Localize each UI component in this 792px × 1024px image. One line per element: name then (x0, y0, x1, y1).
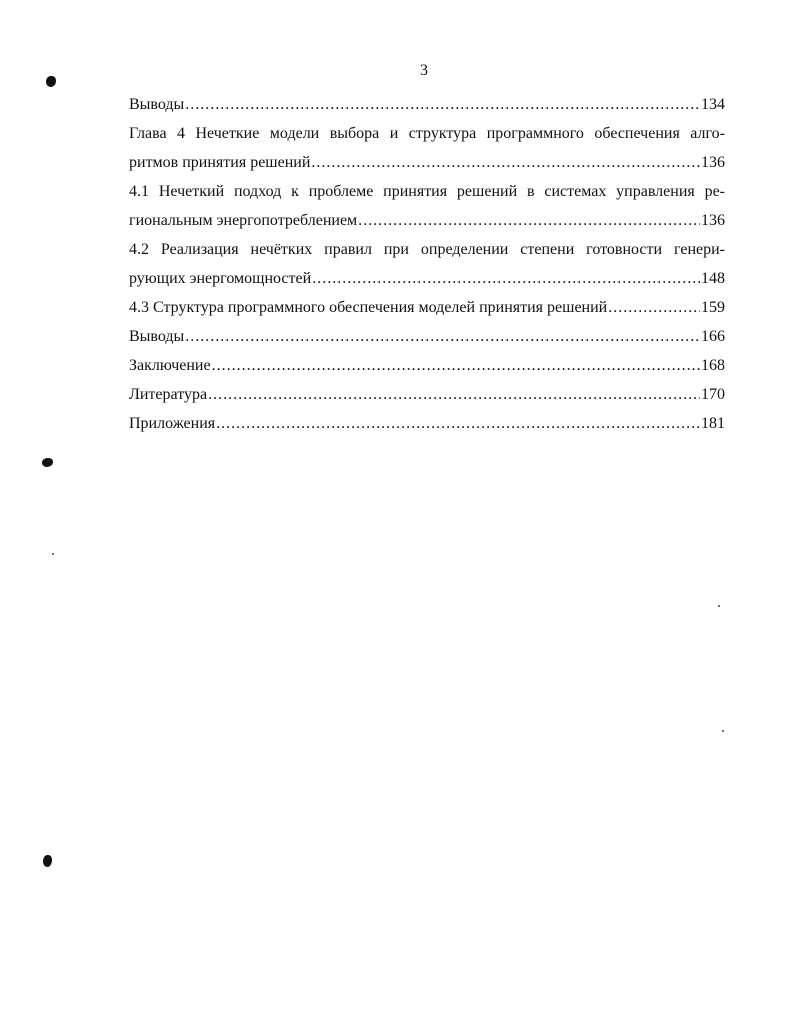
toc-entry-title-line-1: 4.1 Нечеткий подход к проблеме принятия решений в системах управления ре- (129, 183, 725, 200)
toc-entry-appendices[interactable] (129, 409, 725, 438)
toc-entry-title: Приложения (129, 415, 216, 432)
punch-hole-mark (43, 855, 52, 867)
toc-entry-page: 148 (701, 270, 725, 287)
dot-leader (216, 409, 700, 438)
toc-entry-title: Заключение (129, 357, 211, 374)
toc-entry-page: 181 (701, 415, 725, 432)
toc-entry-page: 166 (701, 328, 725, 345)
toc-entry-section-4-2[interactable] (129, 235, 725, 293)
toc-entry-title: ритмов принятия решений (129, 154, 311, 171)
toc-entry-conclusions-1[interactable] (129, 90, 725, 119)
dot-leader (312, 264, 700, 293)
dot-leader (185, 322, 700, 351)
dot-leader (358, 206, 700, 235)
toc-entry-page: 159 (701, 299, 725, 316)
toc-entry-page: 134 (701, 96, 725, 113)
toc-entry-title: гиональным энергопотреблением (129, 212, 358, 229)
toc-entry-title-line-1: Глава 4 Нечеткие модели выбора и структура программного обеспечения алго- (129, 125, 725, 142)
toc-entry-page: 136 (701, 154, 725, 171)
toc-entry-page: 170 (701, 386, 725, 403)
dot-leader (185, 90, 700, 119)
table-of-contents (129, 90, 725, 438)
toc-entry-title: 4.3 Структура программного обеспечения моделей принятия решений (129, 299, 608, 316)
toc-entry-title: Выводы (129, 328, 185, 345)
scan-speck (718, 605, 720, 607)
dot-leader (311, 148, 700, 177)
toc-entry-title: рующих энергомощностей (129, 270, 312, 287)
page-number: 3 (420, 62, 428, 79)
toc-entry-section-4-3[interactable] (129, 293, 725, 322)
dot-leader (608, 293, 700, 322)
scan-speck (52, 553, 54, 555)
toc-entry-conclusion[interactable] (129, 351, 725, 380)
toc-entry-page: 168 (701, 357, 725, 374)
dot-leader (208, 380, 700, 409)
dot-leader (212, 351, 700, 380)
toc-entry-chapter-4[interactable] (129, 119, 725, 177)
toc-entry-page: 136 (701, 212, 725, 229)
scan-speck (722, 730, 724, 732)
toc-entry-section-4-1[interactable] (129, 177, 725, 235)
toc-entry-title-line-1: 4.2 Реализация нечётких правил при определении степени готовности генери- (129, 241, 725, 258)
toc-entry-literature[interactable] (129, 380, 725, 409)
toc-entry-title: Выводы (129, 96, 185, 113)
toc-entry-conclusions-2[interactable] (129, 322, 725, 351)
punch-hole-mark (46, 76, 56, 87)
toc-entry-title: Литература (129, 386, 208, 403)
punch-hole-mark (42, 458, 53, 467)
